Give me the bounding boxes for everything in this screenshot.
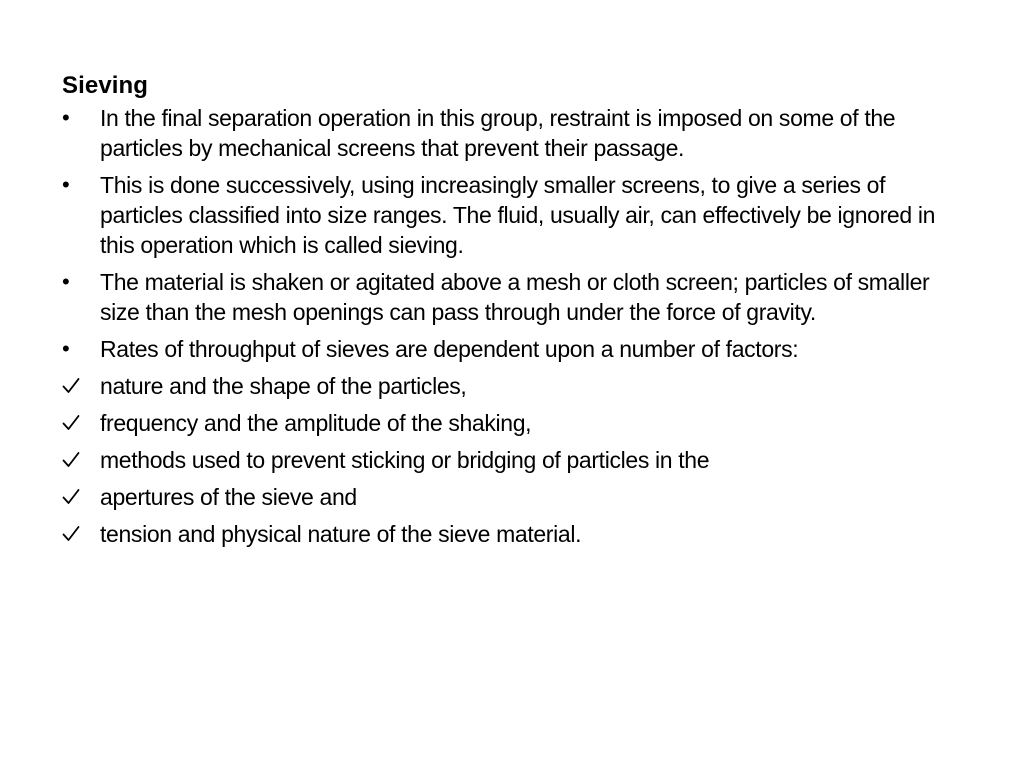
checkmark-icon	[62, 408, 92, 432]
bullet-text: The material is shaken or agitated above a mesh or cloth screen; particles of smaller size than the mesh openings can pass through under the force of gravity.	[100, 269, 930, 325]
bullet-icon: •	[62, 269, 70, 294]
check-text: tension and physical nature of the sieve material.	[100, 521, 582, 547]
check-item	[62, 445, 972, 475]
checkmark-icon	[62, 519, 92, 543]
bullet-item	[62, 334, 972, 364]
bullet-item	[62, 103, 972, 163]
bullet-icon: •	[62, 336, 70, 361]
checkmark-icon	[62, 482, 92, 506]
bullet-icon: •	[62, 105, 70, 130]
bullet-text: This is done successively, using increasingly smaller screens, to give a series of particles classified into size ranges. The fluid, usually air, can effectively be ignored in this operation which is called sieving.	[100, 172, 936, 258]
check-text: methods used to prevent sticking or bridging of particles in the	[100, 447, 710, 473]
check-item	[62, 371, 972, 401]
bullet-icon: •	[62, 172, 70, 197]
bullet-item	[62, 267, 972, 327]
checkmark-icon	[62, 445, 92, 469]
check-text: frequency and the amplitude of the shaking,	[100, 410, 532, 436]
bullet-text: In the final separation operation in this group, restraint is imposed on some of the particles by mechanical screens that prevent their passage.	[100, 105, 896, 161]
check-item	[62, 519, 972, 549]
check-item	[62, 408, 972, 438]
check-text: apertures of the sieve and	[100, 484, 357, 510]
slide-heading: Sieving	[62, 72, 149, 99]
bullet-item	[62, 170, 972, 260]
bullet-text: Rates of throughput of sieves are dependent upon a number of factors:	[100, 336, 799, 362]
checkmark-icon	[62, 371, 92, 395]
check-text: nature and the shape of the particles,	[100, 373, 467, 399]
check-item	[62, 482, 972, 512]
slide-content	[62, 70, 972, 556]
